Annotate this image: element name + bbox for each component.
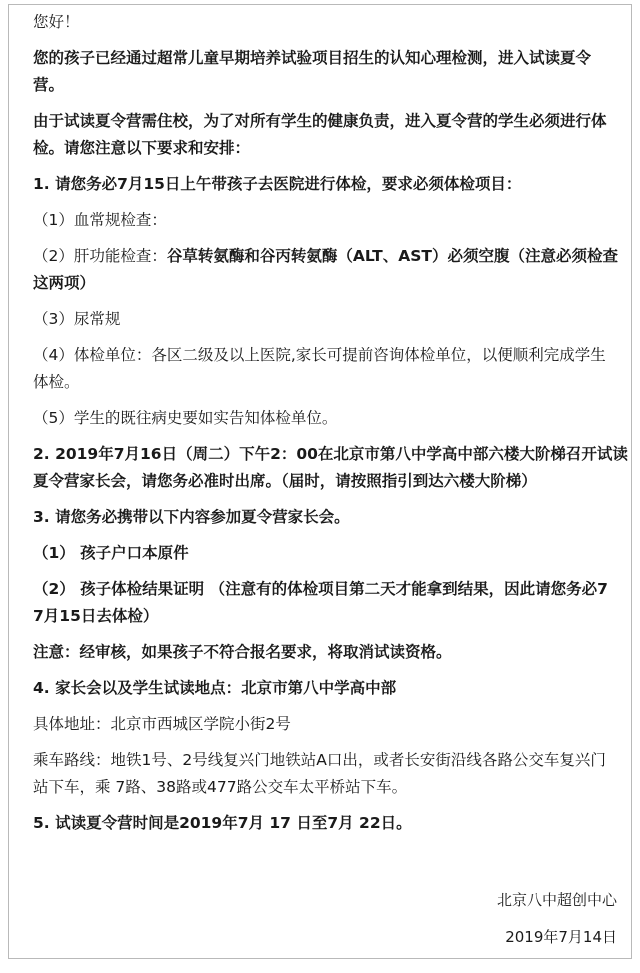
note-text: 注意：经审核，如果孩子不符合报名要求，将取消试读资格。 <box>33 643 452 661</box>
intro-line-1: 您的孩子已经通过超常儿童早期培养试验项目招生的认知心理检测，进入试读夏令 <box>33 49 592 67</box>
item-2 <box>33 441 628 495</box>
item-2-line-1: 2. 2019年7月16日（周二）下午2：00在北京市第八中学高中部六楼大阶梯召开试读 <box>33 445 628 463</box>
item-3 <box>33 504 619 531</box>
address-paragraph <box>33 711 619 738</box>
item-3-sub-1-text: （1） 孩子户口本原件 <box>33 544 189 562</box>
item-1-sub-5 <box>33 405 619 432</box>
route-line-1: 乘车路线：地铁1号、2号线复兴门地铁站A口出，或者长安街沿线各路公交车复兴门 <box>33 751 606 769</box>
greeting-text: 您好！ <box>33 13 80 31</box>
item-4-text: 4. 家长会以及学生试读地点：北京市第八中学高中部 <box>33 679 397 697</box>
item-3-text: 3. 请您务必携带以下内容参加夏令营家长会。 <box>33 508 350 526</box>
item-3-sub-2 <box>33 576 619 630</box>
item-1-sub-2-bold: 谷草转氨酶和谷丙转氨酶（ALT、AST）必须空腹（注意必须检查 <box>166 247 618 265</box>
notice-document <box>8 4 632 959</box>
item-1-sub-4-line-2: 体检。 <box>33 373 80 391</box>
item-1-sub-5-text: （5）学生的既往病史要如实告知体检单位。 <box>33 409 338 427</box>
item-3-sub-2-line-2: 7月15日去体检） <box>33 607 159 625</box>
intro-paragraph <box>33 45 619 99</box>
item-1-sub-2 <box>33 243 619 297</box>
item-1-sub-3-text: （3）尿常规 <box>33 310 121 328</box>
item-1-sub-2-line-2: 这两项） <box>33 274 96 292</box>
item-1-text: 1. 请您务必7月15日上午带孩子去医院进行体检，要求必须体检项目： <box>33 175 522 193</box>
item-5-text: 5. 试读夏令营时间是2019年7月 17 日至7月 22日。 <box>33 814 412 832</box>
item-3-sub-1 <box>33 540 619 567</box>
greeting-paragraph <box>33 9 619 36</box>
reason-line-1: 由于试读夏令营需住校，为了对所有学生的健康负责，进入夏令营的学生必须进行体 <box>33 112 607 130</box>
item-1-sub-2-prefix: （2）肝功能检查： <box>33 247 167 265</box>
intro-line-2: 营。 <box>33 76 65 94</box>
item-1-sub-1-text: （1）血常规检查： <box>33 211 167 229</box>
address-text: 具体地址：北京市西城区学院小街2号 <box>33 715 291 733</box>
reason-paragraph <box>33 108 619 162</box>
item-1-sub-2-line-1 <box>33 243 619 270</box>
signature-date: 2019年7月14日 <box>505 928 617 946</box>
item-4 <box>33 675 619 702</box>
reason-line-2: 检。请您注意以下要求和安排： <box>33 139 251 157</box>
item-1-sub-4 <box>33 342 619 396</box>
route-paragraph <box>33 747 619 801</box>
item-3-sub-2-line-1: （2） 孩子体检结果证明 （注意有的体检项目第二天才能拿到结果，因此请您务必7 <box>33 580 608 598</box>
signature-organization: 北京八中超创中心 <box>496 891 617 909</box>
item-1-sub-4-line-1: （4）体检单位：各区二级及以上医院,家长可提前咨询体检单位，以便顺利完成学生 <box>33 346 606 364</box>
note-paragraph <box>33 639 619 666</box>
item-1-heading <box>33 171 619 198</box>
item-5 <box>33 810 619 837</box>
item-1-sub-1 <box>33 207 619 234</box>
route-line-2: 站下车，乘 7路、38路或477路公交车太平桥站下车。 <box>33 778 408 796</box>
item-1-sub-3 <box>33 306 619 333</box>
item-2-line-2: 夏令营家长会，请您务必准时出席。（届时，请按照指引到达六楼大阶梯） <box>33 472 537 490</box>
